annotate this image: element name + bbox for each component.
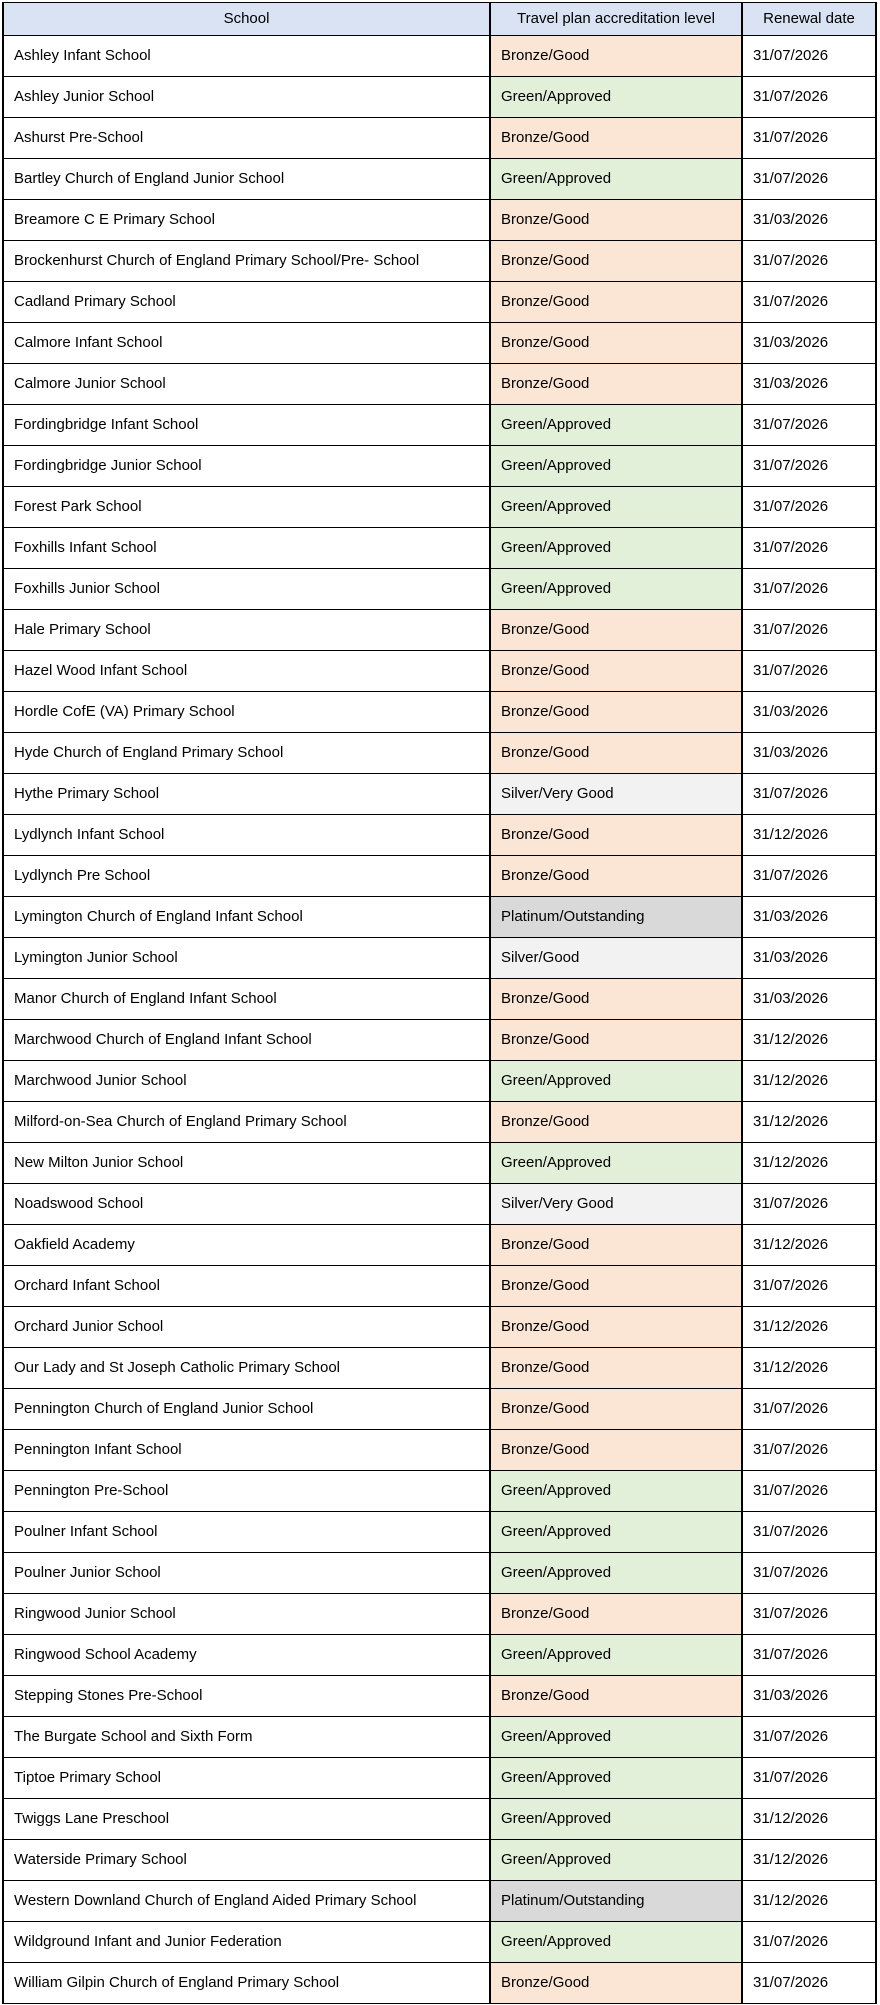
renewal-date-cell: 31/12/2026: [742, 1348, 876, 1389]
accreditation-level-cell: Silver/Very Good: [490, 1184, 742, 1225]
school-name-cell: Ringwood School Academy: [3, 1635, 490, 1676]
school-name-cell: Stepping Stones Pre-School: [3, 1676, 490, 1717]
renewal-date-cell: 31/07/2026: [742, 405, 876, 446]
table-row: [3, 1758, 876, 1799]
accreditation-level-cell: Green/Approved: [490, 1840, 742, 1881]
school-name-cell: Calmore Junior School: [3, 364, 490, 405]
school-name-cell: Western Downland Church of England Aided Primary School: [3, 1881, 490, 1922]
accreditation-level-cell: Bronze/Good: [490, 364, 742, 405]
accreditation-level-cell: Green/Approved: [490, 1512, 742, 1553]
renewal-date-cell: 31/12/2026: [742, 815, 876, 856]
accreditation-level-cell: Green/Approved: [490, 405, 742, 446]
renewal-date-cell: 31/12/2026: [742, 1799, 876, 1840]
table-row: [3, 1963, 876, 2004]
accreditation-level-cell: Green/Approved: [490, 1471, 742, 1512]
table-row: [3, 241, 876, 282]
renewal-date-cell: 31/07/2026: [742, 282, 876, 323]
renewal-date-cell: 31/07/2026: [742, 241, 876, 282]
renewal-date-cell: 31/03/2026: [742, 692, 876, 733]
renewal-date-cell: 31/07/2026: [742, 1717, 876, 1758]
accreditation-level-cell: Silver/Very Good: [490, 774, 742, 815]
table-row: [3, 692, 876, 733]
school-name-cell: Noadswood School: [3, 1184, 490, 1225]
table-row: [3, 1184, 876, 1225]
school-name-cell: Breamore C E Primary School: [3, 200, 490, 241]
renewal-date-cell: 31/12/2026: [742, 1102, 876, 1143]
table-row: [3, 856, 876, 897]
school-name-cell: Lymington Junior School: [3, 938, 490, 979]
accreditation-level-cell: Green/Approved: [490, 159, 742, 200]
accreditation-level-cell: Green/Approved: [490, 1635, 742, 1676]
table-row: [3, 897, 876, 938]
renewal-date-cell: 31/07/2026: [742, 1553, 876, 1594]
table-row: [3, 610, 876, 651]
table-row: [3, 1102, 876, 1143]
accreditation-level-cell: Bronze/Good: [490, 200, 742, 241]
renewal-date-cell: 31/07/2026: [742, 1471, 876, 1512]
school-name-cell: Lydlynch Pre School: [3, 856, 490, 897]
table-row: [3, 282, 876, 323]
school-name-cell: Ashurst Pre-School: [3, 118, 490, 159]
renewal-date-cell: 31/07/2026: [742, 446, 876, 487]
school-name-cell: Wildground Infant and Junior Federation: [3, 1922, 490, 1963]
table-row: [3, 938, 876, 979]
accreditation-level-cell: Green/Approved: [490, 487, 742, 528]
school-name-cell: The Burgate School and Sixth Form: [3, 1717, 490, 1758]
table-header: [3, 3, 876, 36]
table-row: [3, 118, 876, 159]
table-row: [3, 569, 876, 610]
accreditation-level-cell: Bronze/Good: [490, 610, 742, 651]
accreditation-level-cell: Green/Approved: [490, 1922, 742, 1963]
accreditation-level-cell: Green/Approved: [490, 1143, 742, 1184]
table-row: [3, 1020, 876, 1061]
table-row: [3, 36, 876, 77]
renewal-date-cell: 31/07/2026: [742, 1635, 876, 1676]
accreditation-level-cell: Bronze/Good: [490, 1102, 742, 1143]
renewal-date-cell: 31/07/2026: [742, 1430, 876, 1471]
school-name-cell: Brockenhurst Church of England Primary School/Pre- School: [3, 241, 490, 282]
school-name-cell: New Milton Junior School: [3, 1143, 490, 1184]
school-name-cell: Calmore Infant School: [3, 323, 490, 364]
school-name-cell: Hordle CofE (VA) Primary School: [3, 692, 490, 733]
table-row: [3, 979, 876, 1020]
accreditation-level-cell: Green/Approved: [490, 569, 742, 610]
renewal-date-cell: 31/12/2026: [742, 1225, 876, 1266]
table-row: [3, 651, 876, 692]
school-name-cell: Waterside Primary School: [3, 1840, 490, 1881]
renewal-date-cell: 31/03/2026: [742, 1676, 876, 1717]
renewal-date-cell: 31/03/2026: [742, 323, 876, 364]
school-name-cell: Lymington Church of England Infant School: [3, 897, 490, 938]
accreditation-level-cell: Green/Approved: [490, 1061, 742, 1102]
renewal-date-cell: 31/12/2026: [742, 1061, 876, 1102]
table-row: [3, 77, 876, 118]
school-name-cell: Orchard Infant School: [3, 1266, 490, 1307]
header-cell: Renewal date: [742, 3, 876, 36]
school-name-cell: Pennington Infant School: [3, 1430, 490, 1471]
accreditation-level-cell: Bronze/Good: [490, 651, 742, 692]
renewal-date-cell: 31/07/2026: [742, 569, 876, 610]
renewal-date-cell: 31/07/2026: [742, 651, 876, 692]
renewal-date-cell: 31/07/2026: [742, 610, 876, 651]
header-row: [3, 3, 876, 36]
table-row: [3, 1594, 876, 1635]
renewal-date-cell: 31/12/2026: [742, 1307, 876, 1348]
renewal-date-cell: 31/12/2026: [742, 1840, 876, 1881]
table-row: [3, 1922, 876, 1963]
table-row: [3, 323, 876, 364]
table-row: [3, 1840, 876, 1881]
table-row: [3, 487, 876, 528]
header-cell: Travel plan accreditation level: [490, 3, 742, 36]
table-row: [3, 733, 876, 774]
school-name-cell: Pennington Church of England Junior School: [3, 1389, 490, 1430]
table-row: [3, 1553, 876, 1594]
accreditation-level-cell: Green/Approved: [490, 446, 742, 487]
school-name-cell: Ashley Junior School: [3, 77, 490, 118]
school-name-cell: Milford-on-Sea Church of England Primary School: [3, 1102, 490, 1143]
school-name-cell: Poulner Junior School: [3, 1553, 490, 1594]
accreditation-level-cell: Bronze/Good: [490, 1348, 742, 1389]
table-row: [3, 1635, 876, 1676]
renewal-date-cell: 31/12/2026: [742, 1881, 876, 1922]
accreditation-level-cell: Bronze/Good: [490, 241, 742, 282]
accreditation-level-cell: Bronze/Good: [490, 36, 742, 77]
school-name-cell: Tiptoe Primary School: [3, 1758, 490, 1799]
school-name-cell: Hazel Wood Infant School: [3, 651, 490, 692]
school-name-cell: Hyde Church of England Primary School: [3, 733, 490, 774]
renewal-date-cell: 31/07/2026: [742, 77, 876, 118]
accreditation-level-cell: Bronze/Good: [490, 282, 742, 323]
table-row: [3, 1061, 876, 1102]
school-table-body: [3, 36, 876, 2004]
accreditation-level-cell: Bronze/Good: [490, 1430, 742, 1471]
school-name-cell: Hythe Primary School: [3, 774, 490, 815]
renewal-date-cell: 31/03/2026: [742, 200, 876, 241]
table-row: [3, 1225, 876, 1266]
renewal-date-cell: 31/07/2026: [742, 1266, 876, 1307]
school-accreditation-table: [2, 2, 877, 2004]
school-name-cell: Cadland Primary School: [3, 282, 490, 323]
table-row: [3, 1389, 876, 1430]
accreditation-level-cell: Green/Approved: [490, 1799, 742, 1840]
accreditation-level-cell: Green/Approved: [490, 1553, 742, 1594]
school-name-cell: Poulner Infant School: [3, 1512, 490, 1553]
school-name-cell: Marchwood Church of England Infant School: [3, 1020, 490, 1061]
accreditation-level-cell: Bronze/Good: [490, 1020, 742, 1061]
accreditation-level-cell: Silver/Good: [490, 938, 742, 979]
table-row: [3, 364, 876, 405]
accreditation-level-cell: Bronze/Good: [490, 733, 742, 774]
school-name-cell: Pennington Pre-School: [3, 1471, 490, 1512]
school-name-cell: Foxhills Infant School: [3, 528, 490, 569]
renewal-date-cell: 31/07/2026: [742, 1512, 876, 1553]
table-row: [3, 1717, 876, 1758]
renewal-date-cell: 31/12/2026: [742, 1020, 876, 1061]
renewal-date-cell: 31/07/2026: [742, 1594, 876, 1635]
accreditation-level-cell: Bronze/Good: [490, 1307, 742, 1348]
renewal-date-cell: 31/03/2026: [742, 364, 876, 405]
school-name-cell: Twiggs Lane Preschool: [3, 1799, 490, 1840]
renewal-date-cell: 31/07/2026: [742, 1389, 876, 1430]
renewal-date-cell: 31/07/2026: [742, 1184, 876, 1225]
accreditation-level-cell: Bronze/Good: [490, 815, 742, 856]
header-cell: School: [3, 3, 490, 36]
school-name-cell: Ashley Infant School: [3, 36, 490, 77]
table-row: [3, 1471, 876, 1512]
table-row: [3, 200, 876, 241]
accreditation-level-cell: Bronze/Good: [490, 979, 742, 1020]
school-name-cell: Bartley Church of England Junior School: [3, 159, 490, 200]
school-name-cell: Marchwood Junior School: [3, 1061, 490, 1102]
table-row: [3, 1143, 876, 1184]
school-name-cell: Fordingbridge Infant School: [3, 405, 490, 446]
accreditation-level-cell: Bronze/Good: [490, 692, 742, 733]
accreditation-level-cell: Bronze/Good: [490, 118, 742, 159]
table-row: [3, 1881, 876, 1922]
renewal-date-cell: 31/07/2026: [742, 159, 876, 200]
renewal-date-cell: 31/07/2026: [742, 774, 876, 815]
table-row: [3, 1348, 876, 1389]
accreditation-level-cell: Bronze/Good: [490, 856, 742, 897]
accreditation-level-cell: Green/Approved: [490, 528, 742, 569]
accreditation-level-cell: Bronze/Good: [490, 1594, 742, 1635]
table-row: [3, 1266, 876, 1307]
accreditation-level-cell: Bronze/Good: [490, 1225, 742, 1266]
school-name-cell: Ringwood Junior School: [3, 1594, 490, 1635]
school-name-cell: William Gilpin Church of England Primary School: [3, 1963, 490, 2004]
table-row: [3, 774, 876, 815]
renewal-date-cell: 31/07/2026: [742, 1922, 876, 1963]
table-row: [3, 159, 876, 200]
table-row: [3, 1430, 876, 1471]
renewal-date-cell: 31/03/2026: [742, 938, 876, 979]
accreditation-level-cell: Bronze/Good: [490, 1266, 742, 1307]
school-name-cell: Oakfield Academy: [3, 1225, 490, 1266]
renewal-date-cell: 31/07/2026: [742, 856, 876, 897]
accreditation-level-cell: Platinum/Outstanding: [490, 1881, 742, 1922]
table-row: [3, 446, 876, 487]
renewal-date-cell: 31/07/2026: [742, 1963, 876, 2004]
accreditation-level-cell: Bronze/Good: [490, 1963, 742, 2004]
school-name-cell: Forest Park School: [3, 487, 490, 528]
renewal-date-cell: 31/07/2026: [742, 528, 876, 569]
school-name-cell: Our Lady and St Joseph Catholic Primary School: [3, 1348, 490, 1389]
renewal-date-cell: 31/07/2026: [742, 487, 876, 528]
table-row: [3, 1799, 876, 1840]
renewal-date-cell: 31/07/2026: [742, 1758, 876, 1799]
accreditation-level-cell: Green/Approved: [490, 1717, 742, 1758]
renewal-date-cell: 31/03/2026: [742, 733, 876, 774]
accreditation-level-cell: Bronze/Good: [490, 323, 742, 364]
renewal-date-cell: 31/07/2026: [742, 36, 876, 77]
table-row: [3, 528, 876, 569]
table-row: [3, 815, 876, 856]
accreditation-level-cell: Green/Approved: [490, 77, 742, 118]
renewal-date-cell: 31/07/2026: [742, 118, 876, 159]
accreditation-level-cell: Bronze/Good: [490, 1389, 742, 1430]
school-name-cell: Hale Primary School: [3, 610, 490, 651]
renewal-date-cell: 31/12/2026: [742, 1143, 876, 1184]
school-name-cell: Manor Church of England Infant School: [3, 979, 490, 1020]
school-name-cell: Foxhills Junior School: [3, 569, 490, 610]
school-name-cell: Fordingbridge Junior School: [3, 446, 490, 487]
accreditation-level-cell: Platinum/Outstanding: [490, 897, 742, 938]
renewal-date-cell: 31/03/2026: [742, 979, 876, 1020]
renewal-date-cell: 31/03/2026: [742, 897, 876, 938]
table-row: [3, 405, 876, 446]
school-name-cell: Lydlynch Infant School: [3, 815, 490, 856]
accreditation-level-cell: Green/Approved: [490, 1758, 742, 1799]
table-row: [3, 1676, 876, 1717]
table-row: [3, 1307, 876, 1348]
school-name-cell: Orchard Junior School: [3, 1307, 490, 1348]
accreditation-level-cell: Bronze/Good: [490, 1676, 742, 1717]
table-row: [3, 1512, 876, 1553]
